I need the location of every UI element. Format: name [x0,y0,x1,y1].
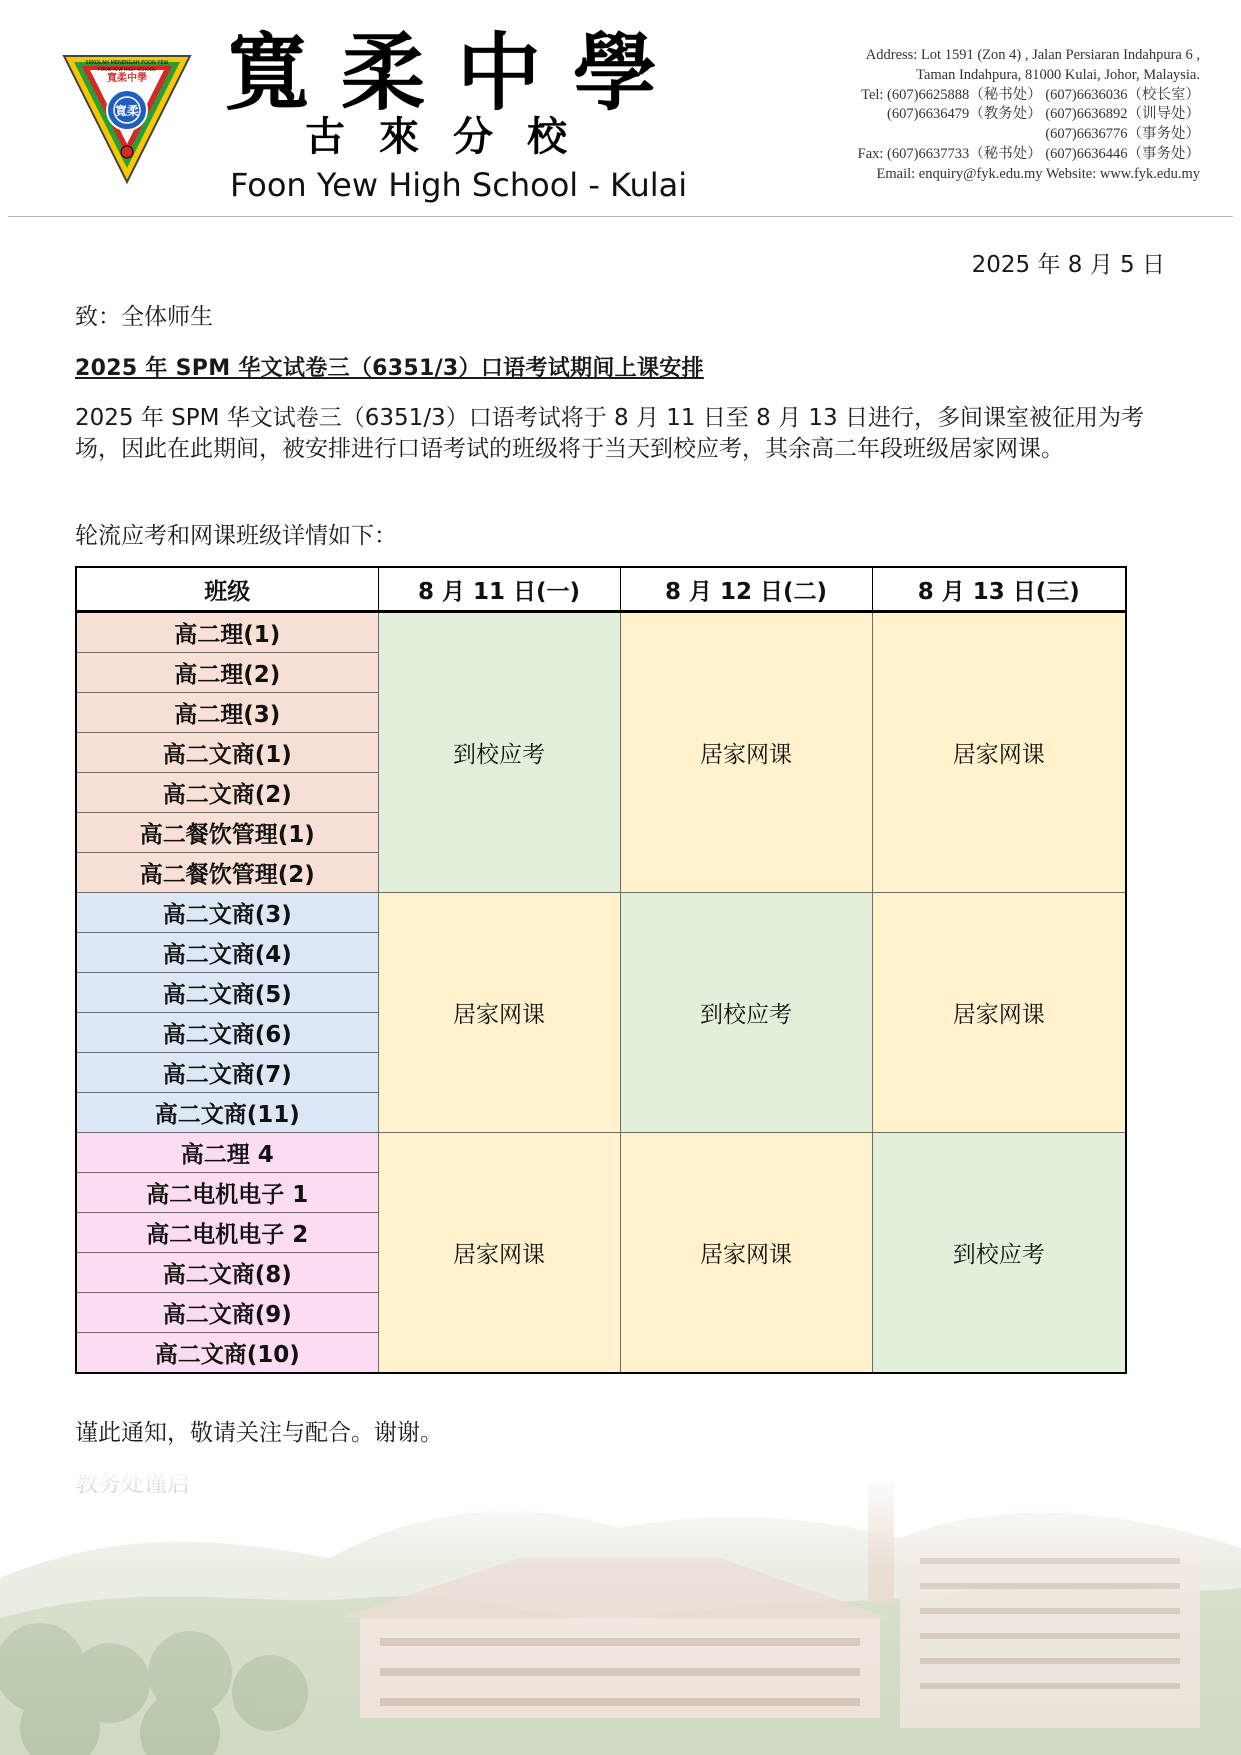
crest-banner-text: 寬柔中學 [107,73,147,84]
header-day-1: 8 月 11 日(一) [378,567,620,612]
status-cell-day-1: 居家网课 [378,893,620,1133]
header-day-3: 8 月 13 日(三) [872,567,1126,612]
table-intro: 轮流应考和网课班级详情如下： [75,523,397,549]
class-name-cell: 高二电机电子 2 [76,1213,378,1253]
class-name-cell: 高二理(2) [76,653,378,693]
header-divider [8,216,1233,217]
closing-line: 谨此通知，敬请关注与配合。谢谢。 [75,1420,443,1446]
class-name-cell: 高二文商(10) [76,1333,378,1374]
contact-email-website-line: Email: enquiry@fyk.edu.my Website: www.fyk.edu.my [876,165,1200,182]
letterhead [0,0,1241,220]
school-name-chinese: 寬柔中學 [225,23,690,122]
class-name-cell: 高二文商(8) [76,1253,378,1293]
crest-center-text: 寬柔 [114,104,140,118]
table-header-row [76,567,1126,612]
class-name-cell: 高二文商(2) [76,773,378,813]
status-cell-day-2: 居家网课 [620,1133,872,1374]
school-name-english: Foon Yew High School - Kulai [230,166,688,204]
class-name-cell: 高二理(3) [76,693,378,733]
contact-block [780,46,1200,185]
school-crest-logo [62,52,192,187]
header-day-2: 8 月 12 日(二) [620,567,872,612]
table-row [76,893,1126,933]
crest-ring-text-2: FOON YEW HIGH SCHOOL [98,68,156,73]
contact-tel-line-3: (607)6636776（事务处） [1045,126,1200,143]
branch-name-chinese: 古來分校 [305,113,601,160]
header-class: 班级 [76,567,378,612]
schedule-body [76,612,1126,1374]
class-name-cell: 高二文商(4) [76,933,378,973]
class-name-cell: 高二电机电子 1 [76,1173,378,1213]
status-cell-day-1: 到校应考 [378,612,620,893]
status-cell-day-3: 居家网课 [872,893,1126,1133]
recipient-line: 致：全体师生 [75,304,213,330]
contact-fax-line: Fax: (607)6637733（秘书处） (607)6636446（事务处） [857,145,1200,162]
document-date: 2025 年 8 月 5 日 [971,252,1165,278]
schedule-table [75,566,1127,1374]
status-cell-day-2: 居家网课 [620,612,872,893]
campus-building-watermark [0,1468,1241,1755]
class-name-cell: 高二文商(9) [76,1293,378,1333]
contact-address-line-2: Taman Indahpura, 81000 Kulai, Johor, Malaysia. [916,66,1200,83]
status-cell-day-2: 到校应考 [620,893,872,1133]
class-name-cell: 高二文商(7) [76,1053,378,1093]
table-row [76,612,1126,653]
class-name-cell: 高二餐饮管理(1) [76,813,378,853]
class-name-cell: 高二文商(11) [76,1093,378,1133]
crest-ring-text: SEKOLAH MENENGAH FOON YEW [85,60,169,66]
class-name-cell: 高二餐饮管理(2) [76,853,378,893]
class-name-cell: 高二文商(3) [76,893,378,933]
table-row [76,1133,1126,1173]
class-name-cell: 高二文商(1) [76,733,378,773]
status-cell-day-3: 到校应考 [872,1133,1126,1374]
class-name-cell: 高二文商(5) [76,973,378,1013]
subject-heading: 2025 年 SPM 华文试卷三（6351/3）口语考试期间上课安排 [75,356,704,381]
class-name-cell: 高二理(1) [76,612,378,653]
class-name-cell: 高二理 4 [76,1133,378,1173]
contact-address-line-1: Address: Lot 1591 (Zon 4) , Jalan Persiaran Indahpura 6 , [865,47,1200,63]
status-cell-day-1: 居家网课 [378,1133,620,1374]
contact-tel-line-1: Tel: (607)6625888（秘书处） (607)6636036（校长室） [861,86,1200,103]
status-cell-day-3: 居家网课 [872,612,1126,893]
contact-tel-line-2: (607)6636479（教务处） (607)6636892（训导处） [887,106,1200,123]
class-name-cell: 高二文商(6) [76,1013,378,1053]
body-paragraph: 2025 年 SPM 华文试卷三（6351/3）口语考试将于 8 月 11 日至 8 月 13 日进行，多间课室被征用为考场，因此在此期间，被安排进行口语考试的班级将于当天到校应考，其余高二年段班级居家网课。 [75,405,1144,462]
